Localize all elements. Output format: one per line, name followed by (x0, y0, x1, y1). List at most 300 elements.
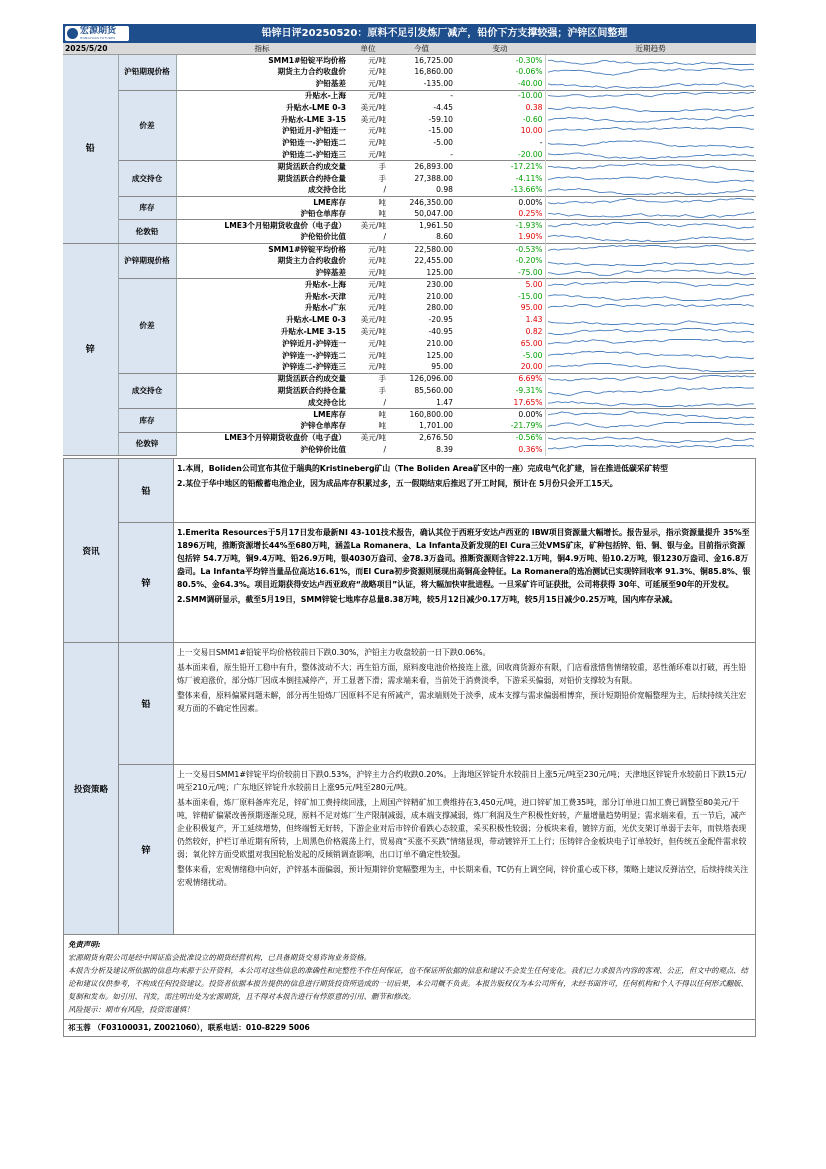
indicator-unit: / (383, 232, 386, 242)
disclaimer (63, 935, 756, 1020)
indicator-value: 95.00 (431, 362, 453, 372)
indicator-change: 17.65% (513, 397, 543, 407)
trend-cell (545, 67, 756, 79)
indicator-change: -0.30% (455, 55, 545, 67)
indicator-name: 成交持仓比 (308, 185, 346, 195)
trend-cell (545, 220, 756, 232)
trend-line (548, 116, 755, 123)
indicator-name: LME库存 (176, 409, 348, 421)
trend-sparkline (548, 409, 755, 420)
trend-sparkline (548, 362, 755, 373)
trend-sparkline (548, 303, 755, 314)
trend-cell (545, 267, 756, 279)
trend-line (548, 340, 755, 344)
indicator-change: - (539, 138, 543, 148)
trend-line (548, 140, 755, 147)
trend-cell (545, 102, 756, 114)
trend-sparkline (548, 338, 755, 349)
disclaimer-line: 宏源期货有限公司是经中国证监会批准设立的期货经营机构，已具备期货交易咨询业务资格。 (68, 953, 372, 963)
news-paragraph: 2.SMM调研显示，截至5月19日，SMM锌锭七地库存总量8.38万吨，较5月12日减少0.17万吨，较5月15日减少0.25万吨，国内库存录减。 (177, 595, 678, 605)
indicator-name: SMM1#铅锭平均价格 (176, 55, 348, 67)
indicator-value: 230.00 (388, 279, 455, 291)
indicator-name: 沪锌连二-沪锌连三 (282, 362, 346, 372)
indicator-change: -0.60 (522, 114, 543, 124)
lead-section (63, 55, 756, 244)
strategy-label: 投资策略 (64, 643, 119, 935)
trend-cell (545, 373, 756, 385)
indicator-value: 1,961.50 (388, 220, 455, 232)
metal-label: 锌 (63, 244, 118, 456)
indicator-value: -15.00 (428, 126, 453, 136)
trend-cell (545, 385, 756, 397)
indicator-name: 沪锌连一-沪锌连二 (282, 350, 346, 360)
trend-sparkline (548, 67, 755, 78)
indicator-name: 升贴水-LME 3-15 (280, 327, 346, 337)
trend-sparkline (548, 267, 755, 278)
trend-cell (545, 78, 756, 90)
data-row (63, 409, 756, 421)
indicator-name: 升贴水-上海 (176, 279, 348, 291)
trend-sparkline (548, 256, 755, 267)
trend-sparkline (548, 433, 755, 444)
market-data-table (63, 43, 756, 456)
strategy-paragraph: 基本面来看，炼厂原料备库充足，锌矿加工费持续回涨，上周国产锌精矿加工费维持在3,450元/吨，进口锌矿加工费35吨，部分订单进口加工费已调整至80美元/干吨，锌精矿偏紧改善预期逐渐兑现，原料不足对炼厂生产限制减弱，成本端支撑减弱，炼厂利润及生产积极性好转，产量增量趋势明显；需求端来看，五一节后，减产企业积极复产，开工延续增势，但终端暂无好转，下游企业对后市锌价看跌心态较重，采买积极性较弱；分板块来看，镀锌方面，光伏支架订单弱于去年，而铁塔表现仍然较好，护栏订单近期有所转，上周黑色价格震荡上行，贸易商“买涨不买跌”情绪显现，带动镀锌开工上行；压铸锌合金板块电子订单较好，但传统五金配件需求较弱；氧化锌方面受欧盟对我国轮胎发起的反倾销调查影响，出口订单不确定性较强。 (177, 798, 747, 860)
indicator-value: 16,725.00 (388, 55, 455, 67)
disclaimer-title: 免责声明: (68, 940, 101, 950)
col-value: 今值 (388, 43, 455, 55)
trend-cell (545, 421, 756, 433)
strategy-lead-label: 铅 (119, 643, 174, 765)
data-row (63, 279, 756, 291)
trend-line (548, 177, 755, 183)
strategy-paragraph: 整体来看，原料偏紧问题未解，部分再生铅炼厂因原料不足有所减产，需求端则处于淡季，成本支撑与需求偏弱相博弈，预计短期铅价宽幅整理为主，后续持续关注宏观方面的不确定性因素。 (177, 691, 747, 714)
trend-line (548, 363, 755, 371)
report-header (63, 24, 756, 43)
indicator-value: 8.39 (436, 444, 453, 454)
trend-sparkline (548, 327, 755, 338)
indicator-name: 沪伦锌价比值 (300, 444, 346, 454)
trend-sparkline (548, 55, 755, 66)
indicator-unit: 吨 (348, 409, 388, 421)
trend-sparkline (548, 102, 755, 113)
trend-line (548, 107, 755, 112)
news-zinc-label: 锌 (119, 523, 174, 643)
indicator-value: 125.00 (426, 267, 453, 277)
news-table (63, 458, 756, 935)
indicator-name: 升贴水-LME 0-3 (286, 102, 346, 112)
trend-sparkline (548, 162, 755, 173)
indicator-unit: 美元/吨 (348, 220, 388, 232)
data-row (63, 373, 756, 385)
trend-cell (545, 303, 756, 315)
indicator-change: 0.82 (525, 327, 543, 337)
trend-cell (545, 444, 756, 456)
indicator-value: 85,560.00 (414, 386, 453, 395)
indicator-value: 0.98 (436, 185, 453, 195)
indicator-unit: 手 (348, 373, 388, 385)
indicator-change: 1.43 (525, 315, 543, 325)
indicator-change: 5.00 (455, 279, 545, 291)
indicator-unit: 手 (378, 386, 386, 395)
indicator-unit: 吨 (378, 421, 386, 431)
indicator-name: 沪锌近月-沪锌连一 (282, 338, 346, 348)
indicator-value: 125.00 (426, 350, 453, 360)
indicator-value: -40.95 (428, 327, 453, 337)
strategy-lead-cell (174, 643, 756, 765)
news-paragraph: 1.Emerita Resources于5月17日发布最新NI 43-101技术报告，确认其位于西班牙安达卢西亚的 IBW项目资源量大幅增长。报告显示，指示资源量提升 35%至1896万吨，推断资源增长44%至680万吨，涵盖La Romanera、La Infanta及新发现的El Cura三处VMS矿床，矿种包括锌、铅、铜、银与金。目前指示资源包括锌 54.7万吨，铜9.4万吨、铅26.9万吨，银4030万盎司、金78.3万盎司。推断资源则含锌22.1万吨，铜4.9万吨、铅10.2万吨，银1230万盎司、金16.8万盎司。La Infanta平均锌当量品位高达16.61%，而El Cura初步资源则展现出高铜高金特征。La Romanera的选冶测试已实现锌回收率 91.3%、铜85.8%、银80.5%、金64.3%。项目近期获得安达卢西亚政府“战略项目”认证，将大幅加快审批进程。一旦采矿许可证获批，公司将获得 30年、可延展至90年的开发权。 (177, 528, 751, 590)
trend-cell (545, 432, 756, 444)
trend-line (548, 246, 755, 252)
indicator-unit: 美元/吨 (360, 102, 386, 112)
indicator-value: 22,580.00 (388, 244, 455, 256)
indicator-value: 2,676.50 (388, 432, 455, 444)
indicator-name: 期货活跃合约成交量 (176, 161, 348, 173)
trend-sparkline (548, 114, 755, 125)
strategy-paragraph: 整体来看，宏观情绪稳中向好，沪锌基本面偏弱，预计短期锌价宽幅整理为主，中长期来看，TC仍有上调空间，锌价重心或下移，策略上建议反弹沽空，后续持续关注宏观情绪扰动。 (177, 865, 749, 888)
group-label: 价差 (118, 279, 176, 373)
company-logo (65, 26, 129, 41)
trend-cell (545, 291, 756, 303)
analyst-contact: 祁玉蓉 （F03100031, Z0021060），联系电话：010-8229 5006 (63, 1020, 756, 1037)
indicator-change: -13.66% (510, 185, 543, 195)
trend-cell (545, 161, 756, 173)
indicator-change: 0.36% (518, 444, 543, 454)
trend-cell (545, 149, 756, 161)
indicator-name: LME3个月锌期货收盘价（电子盘） (176, 432, 348, 444)
indicator-change: -0.53% (455, 244, 545, 256)
indicator-unit: 元/吨 (368, 256, 386, 266)
indicator-change: -40.00 (518, 79, 543, 89)
indicator-change: 65.00 (520, 338, 543, 348)
trend-sparkline (548, 421, 755, 432)
trend-line (548, 402, 755, 407)
trend-cell (545, 279, 756, 291)
news-paragraph: 2.某位于华中地区的铅酸蓄电池企业，因为成品库存积累过多，五一假期结束后推迟了开工时间，预计在 5月份只会开工15天。 (177, 479, 618, 489)
indicator-unit: 元/吨 (348, 244, 388, 256)
indicator-unit: 美元/吨 (360, 327, 386, 337)
indicator-value: 210.00 (426, 291, 453, 301)
indicator-unit: 元/吨 (368, 79, 386, 89)
data-row (63, 220, 756, 232)
trend-sparkline (548, 232, 755, 243)
trend-line (548, 295, 755, 301)
indicator-name: 期货主力合约收盘价 (277, 67, 346, 77)
trend-cell (545, 244, 756, 256)
group-label: 成交持仓 (118, 161, 176, 196)
indicator-value: 160,800.00 (388, 409, 455, 421)
indicator-name: 沪铅连二-沪铅连三 (282, 149, 346, 159)
trend-cell (545, 196, 756, 208)
trend-line (548, 387, 755, 395)
trend-line (548, 163, 755, 171)
news-zinc-cell (174, 523, 756, 643)
trend-line (548, 422, 755, 427)
indicator-unit: 元/吨 (368, 338, 386, 348)
logo-text: 宏源期货 (80, 26, 117, 36)
indicator-value: - (450, 149, 453, 159)
indicator-name: 沪锌基差 (315, 267, 346, 277)
indicator-name: 升贴水-LME 0-3 (286, 315, 346, 325)
indicator-change: -0.20% (515, 256, 543, 266)
data-row (63, 196, 756, 208)
trend-sparkline (548, 185, 755, 196)
trend-cell (545, 314, 756, 326)
zinc-section (63, 244, 756, 456)
news-paragraph: 1.本周，Boliden公司宣布其位于瑞典的Kristineberg矿山（The Boliden Area矿区中的一座）完成电气化扩建，旨在推进低碳采矿转型 (177, 464, 668, 474)
trend-cell (545, 55, 756, 67)
indicator-unit: 美元/吨 (360, 114, 386, 124)
trend-line (548, 222, 755, 228)
indicator-unit: 美元/吨 (348, 432, 388, 444)
indicator-unit: 元/吨 (368, 291, 386, 301)
indicator-change: 95.00 (520, 303, 543, 313)
indicator-unit: 手 (378, 173, 386, 183)
trend-cell (545, 232, 756, 244)
indicator-value: 50,047.00 (414, 208, 453, 218)
trend-line (548, 212, 755, 218)
trend-line (548, 437, 755, 442)
indicator-value: 280.00 (426, 303, 453, 313)
trend-sparkline (548, 315, 755, 326)
data-row (63, 244, 756, 256)
indicator-value: 246,350.00 (388, 196, 455, 208)
data-row (63, 90, 756, 102)
indicator-value: - (388, 90, 455, 102)
trend-sparkline (548, 221, 755, 232)
trend-sparkline (548, 197, 755, 208)
indicator-value: 1.47 (436, 397, 453, 407)
indicator-name: LME库存 (176, 196, 348, 208)
col-indicator: 指标 (176, 43, 348, 55)
trend-sparkline (548, 149, 755, 160)
disclaimer-line: 风险提示：期市有风险，投资需谨慎！ (68, 1005, 194, 1015)
indicator-change: -9.31% (515, 386, 543, 395)
trend-sparkline (548, 280, 755, 291)
indicator-unit: 元/吨 (368, 362, 386, 372)
news-label: 资讯 (64, 459, 119, 643)
data-row (63, 161, 756, 173)
trend-line (548, 82, 755, 88)
trend-cell (545, 137, 756, 149)
trend-cell (545, 90, 756, 102)
indicator-name: 期货活跃合约持仓量 (277, 386, 346, 395)
logo-subtext: HONGYUAN FUTURES (80, 36, 116, 40)
trend-line (548, 328, 755, 334)
group-label: 沪铅期现价格 (118, 55, 176, 90)
indicator-change: 10.00 (520, 126, 543, 136)
indicator-unit: 吨 (348, 196, 388, 208)
indicator-value: 26,893.00 (388, 161, 455, 173)
indicator-name: 升贴水-上海 (176, 90, 348, 102)
indicator-value: 210.00 (426, 338, 453, 348)
trend-line (548, 235, 755, 241)
col-unit: 单位 (348, 43, 388, 55)
report-page (63, 24, 756, 1037)
trend-line (548, 352, 755, 359)
group-label: 价差 (118, 90, 176, 161)
indicator-unit: 元/吨 (368, 350, 386, 360)
trend-cell (545, 185, 756, 197)
trend-sparkline (548, 244, 755, 255)
indicator-change: 0.00% (455, 409, 545, 421)
trend-line (548, 375, 755, 380)
trend-sparkline (548, 138, 755, 149)
indicator-unit: 美元/吨 (360, 315, 386, 325)
indicator-value: 1,701.00 (419, 421, 453, 431)
metal-label: 铅 (63, 55, 118, 244)
trend-sparkline (548, 173, 755, 184)
trend-line (548, 412, 755, 419)
group-label: 沪锌期现价格 (118, 244, 176, 279)
indicator-change: -1.93% (455, 220, 545, 232)
trend-line (548, 61, 755, 65)
column-header-row (63, 43, 756, 55)
strategy-zinc-cell (174, 765, 756, 935)
trend-sparkline (548, 208, 755, 219)
indicator-change: -5.00 (522, 350, 543, 360)
group-label: 伦敦锌 (118, 432, 176, 456)
report-title: 铅锌日评20250520：原料不足引发炼厂减产，铅价下方支撑较强；沪锌区间整理 (261, 28, 628, 39)
trend-sparkline (548, 126, 755, 137)
trend-line (548, 127, 755, 131)
indicator-value: 126,096.00 (388, 373, 455, 385)
trend-sparkline (548, 386, 755, 397)
indicator-name: 沪锌仓单库存 (300, 421, 346, 431)
indicator-change: -20.00 (518, 149, 543, 159)
indicator-unit: 元/吨 (368, 149, 386, 159)
trend-line (548, 262, 755, 265)
indicator-name: 期货活跃合约成交量 (176, 373, 348, 385)
indicator-unit: / (383, 397, 386, 407)
indicator-unit: 元/吨 (348, 90, 388, 102)
trend-cell (545, 126, 756, 138)
data-row (63, 432, 756, 444)
strategy-paragraph: 基本面来看，原生铅开工稳中有升，整体波动不大；再生铅方面，原料废电池价格接连上涨，回收商货源亦有限，门店看涨惜售情绪较重，恶性循环难以打破，再生铅炼厂被迫涨价，部分炼厂因成本倒挂减停产，开工显著下滑；需求端来看，当前处于消费淡季，下游采买偏弱，对铅价支撑较为有限。 (177, 663, 747, 686)
indicator-name: 沪铅仓单库存 (300, 208, 346, 218)
indicator-change: 20.00 (520, 362, 543, 372)
trend-line (548, 188, 755, 194)
indicator-name: 沪铅近月-沪铅连一 (282, 126, 346, 136)
trend-sparkline (548, 397, 755, 408)
indicator-value: -5.00 (433, 138, 453, 148)
trend-line (548, 281, 755, 286)
indicator-value: -135.00 (423, 79, 453, 89)
indicator-unit: 元/吨 (348, 279, 388, 291)
indicator-name: 沪铅连一-沪铅连二 (282, 138, 346, 148)
col-change: 变动 (455, 43, 545, 55)
indicator-name: LME3个月铅期货收盘价（电子盘） (176, 220, 348, 232)
strategy-zinc-label: 锌 (119, 765, 174, 935)
strategy-paragraph: 上一交易日SMM1#铅锭平均价格较前日下跌0.30%，沪铅主力收盘较前一日下跌0.06%。 (177, 648, 491, 658)
indicator-value: 8.60 (436, 232, 453, 242)
indicator-change: 0.00% (455, 196, 545, 208)
disclaimer-line: 本报告分析及建议所依据的信息均来源于公开资料，本公司对这些信息的准确性和完整性不作任何保证，也不保证所依据的信息和建议不会发生任何变化。我们已力求报告内容的客观、公正，但文中的观点、结论和建议仅供参考，不构成任何投资建议。投资者依据本报告提供的信息进行期货投资所造成的一切后果，本公司概不负责。本报告版权仅为本公司所有，未经书面许可，任何机构和个人不得以任何形式翻版、复制和发布。如引用、刊发，需注明出处为宏源期货，且不得对本报告进行有悖原意的引用、删节和修改。 (68, 966, 748, 1002)
news-lead-label: 铅 (119, 459, 174, 523)
trend-cell (545, 255, 756, 267)
group-label: 成交持仓 (118, 373, 176, 408)
indicator-name: 升贴水-天津 (304, 291, 346, 301)
trend-line (548, 446, 755, 449)
indicator-change: -75.00 (518, 267, 543, 277)
trend-sparkline (548, 374, 755, 385)
trend-cell (545, 114, 756, 126)
strategy-paragraph: 上一交易日SMM1#锌锭平均价较前日下跌0.53%，沪锌主力合约收跌0.20%。上海地区锌锭升水较前日上涨5元/吨至230元/吨；天津地区锌锭升水较前日下跌15元/吨至210元/吨；广东地区锌锭升水较前日上涨95元/吨至280元/吨。 (177, 770, 747, 793)
group-label: 伦敦铅 (118, 220, 176, 244)
indicator-unit: 元/吨 (368, 126, 386, 136)
indicator-change: -4.11% (515, 173, 543, 183)
indicator-unit: 元/吨 (348, 55, 388, 67)
col-trend: 近期趋势 (545, 43, 756, 55)
trend-line (548, 92, 755, 96)
indicator-change: -21.79% (510, 421, 543, 431)
indicator-value: 16,860.00 (414, 67, 453, 77)
trend-line (548, 68, 755, 75)
data-row (63, 55, 756, 67)
logo-mark-icon (67, 28, 78, 39)
indicator-change: 0.25% (518, 208, 543, 218)
trend-line (548, 199, 755, 204)
indicator-unit: 元/吨 (368, 267, 386, 277)
report-date: 2025/5/20 (63, 43, 118, 55)
trend-cell (545, 397, 756, 409)
indicator-change: -0.06% (515, 67, 543, 77)
indicator-change: 1.90% (518, 232, 543, 242)
indicator-unit: 吨 (378, 208, 386, 218)
indicator-name: 期货主力合约收盘价 (277, 256, 346, 266)
indicator-change: -0.56% (455, 432, 545, 444)
trend-cell (545, 173, 756, 185)
trend-cell (545, 326, 756, 338)
indicator-change: -17.21% (455, 161, 545, 173)
indicator-value: 22,455.00 (414, 256, 453, 266)
indicator-value: -4.45 (433, 102, 453, 112)
group-label: 库存 (118, 409, 176, 433)
indicator-unit: 元/吨 (368, 138, 386, 148)
indicator-value: -20.95 (428, 315, 453, 325)
indicator-change: 6.69% (455, 373, 545, 385)
trend-cell (545, 362, 756, 374)
trend-sparkline (548, 291, 755, 302)
trend-cell (545, 208, 756, 220)
indicator-change: 0.38 (525, 102, 543, 112)
news-lead-cell (174, 459, 756, 523)
trend-cell (545, 338, 756, 350)
indicator-value: 27,388.00 (414, 173, 453, 183)
indicator-name: 升贴水-LME 3-15 (280, 114, 346, 124)
trend-sparkline (548, 91, 755, 102)
indicator-change: -15.00 (518, 291, 543, 301)
indicator-unit: 元/吨 (368, 303, 386, 313)
indicator-name: 成交持仓比 (308, 397, 346, 407)
indicator-change: -10.00 (455, 90, 545, 102)
col-group (118, 43, 176, 55)
trend-line (548, 153, 755, 159)
trend-sparkline (548, 350, 755, 361)
trend-line (548, 304, 755, 307)
indicator-name: 沪铅基差 (315, 79, 346, 89)
trend-sparkline (548, 79, 755, 90)
indicator-name: SMM1#锌锭平均价格 (176, 244, 348, 256)
indicator-unit: / (383, 444, 386, 454)
trend-line (548, 321, 755, 325)
indicator-value: -59.10 (428, 114, 453, 124)
trend-line (548, 270, 755, 276)
indicator-unit: 元/吨 (368, 67, 386, 77)
indicator-unit: / (383, 185, 386, 195)
trend-sparkline (548, 444, 755, 455)
indicator-name: 期货活跃合约持仓量 (277, 173, 346, 183)
indicator-name: 升贴水-广东 (304, 303, 346, 313)
